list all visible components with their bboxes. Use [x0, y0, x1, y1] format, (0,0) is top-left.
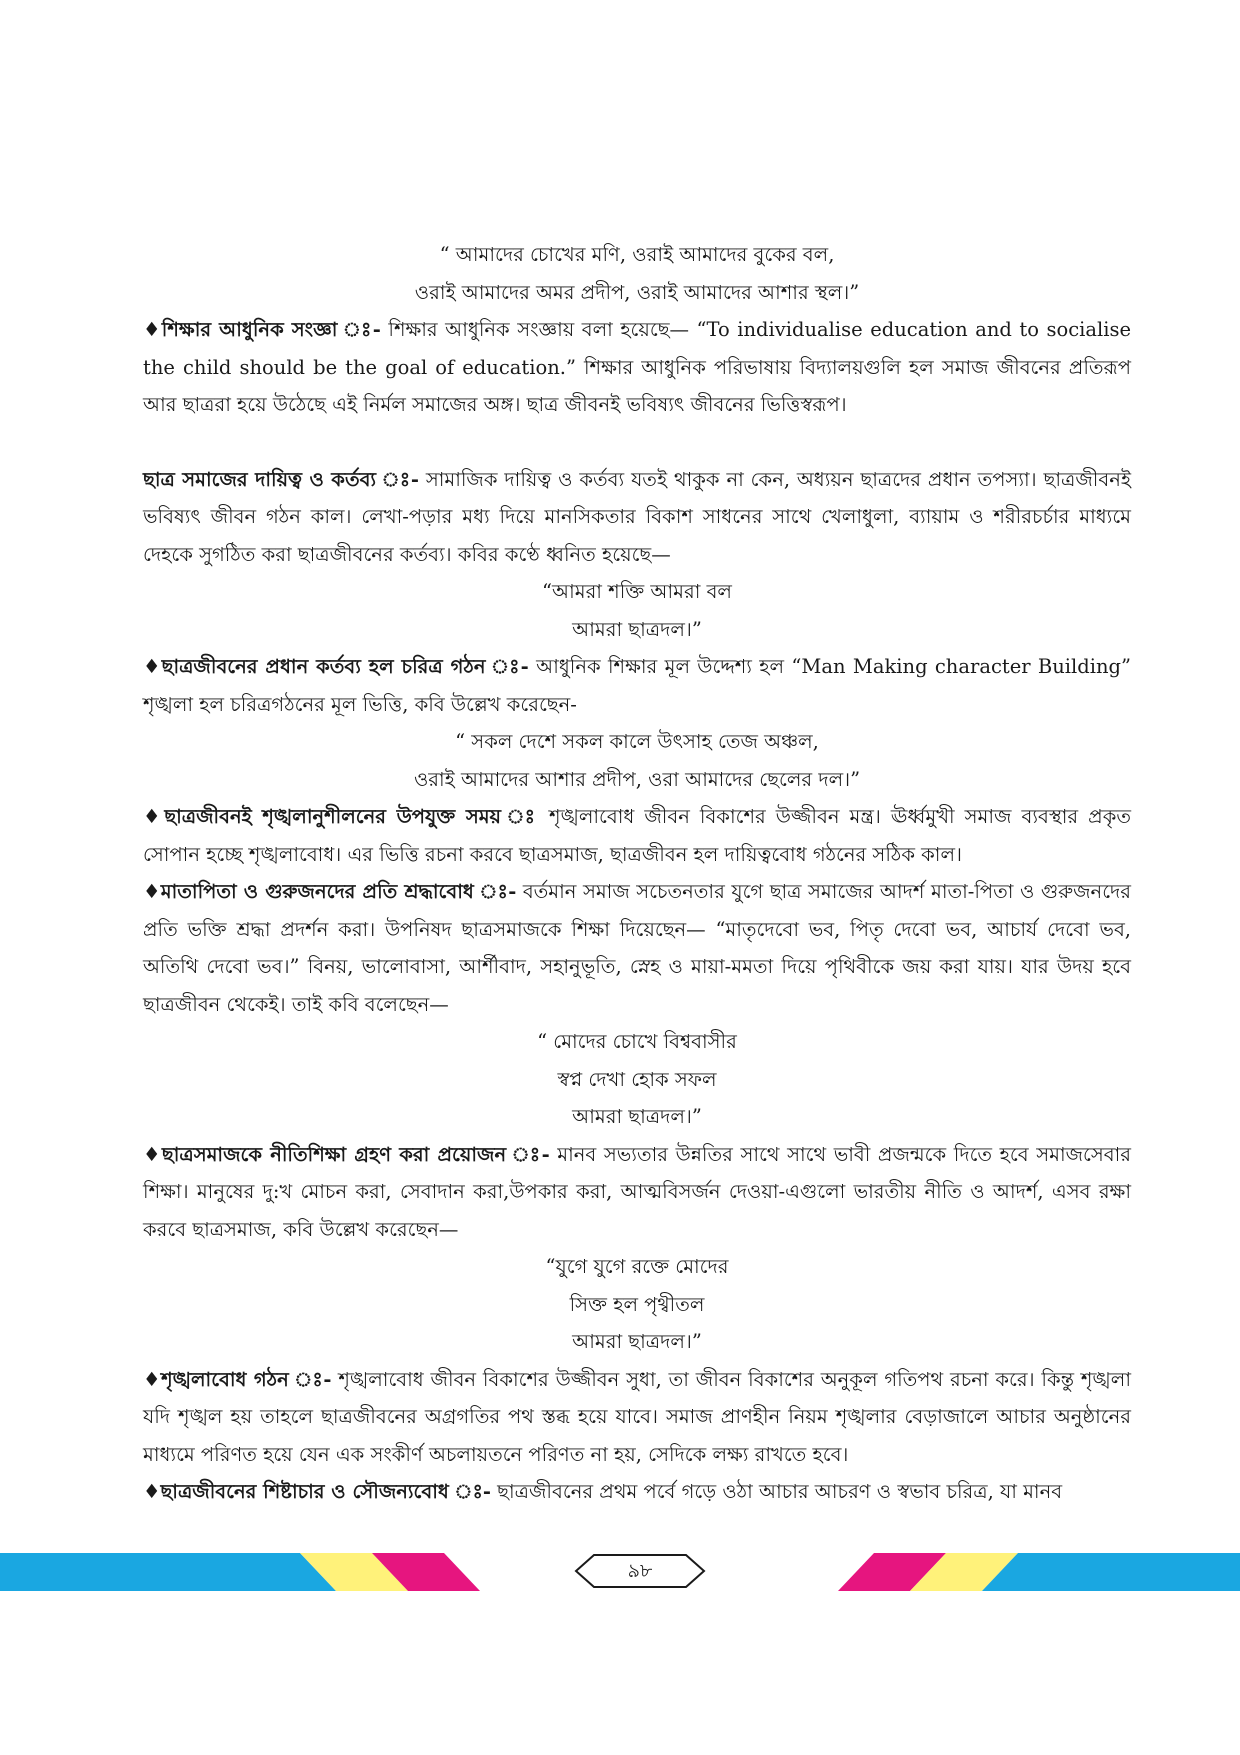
poem-line: “যুগে যুগে রক্তে মোদের [545, 1255, 729, 1278]
poem-4 [143, 1023, 1131, 1136]
section-body: ছাত্রজীবনের প্রথম পর্বে গড়ে ওঠা আচার আচরণ ও স্বভাব চরিত্র, যা মানব [490, 1480, 1063, 1503]
section-student-duties [143, 461, 1131, 574]
poem-line: স্বপ্ন দেখা হোক সফল [557, 1067, 717, 1091]
poem-line: “ সকল দেশে সকল কালে উৎসাহ তেজ অঞ্চল, [455, 730, 819, 753]
section-body: শিক্ষার আধুনিক সংজ্ঞায় বলা হয়েছে— “To individualise education and to socialise the child should be the goal of education.” শিক্ষার আধুনিক পরিভাষায় বিদ্যালয়গুলি হল সমাজ জীবনের প্রতিরূপ আর ছাত্ররা হয়ে উঠেছে এই নির্মল সমাজের অঙ্গ। ছাত্র জীবনই ভবিষ্যৎ জীবনের ভিত্তিস্বরূপ। [143, 318, 1131, 416]
poem-line: ওরাই আমাদের অমর প্রদীপ, ওরাই আমাদের আশার স্থল।” [414, 280, 860, 304]
section-body: সামাজিক দায়িত্ব ও কর্তব্য যতই থাকুক না কেন, অধ্যয়ন ছাত্রদের প্রধান তপস্যা। ছাত্রজীবনই ভবিষ্যৎ জীবন গঠন কাল। লেখা-পড়ার মধ্য দিয়ে মানসিকতার বিকাশ সাধনের সাথে খেলাধুলা, ব্যায়াম ও শরীরচর্চার মাধ্যমে দেহকে সুগঠিত করা ছাত্রজীবনের কর্তব্য। কবির কণ্ঠে ধ্বনিত হয়েছে— [143, 467, 1131, 566]
section-heading: ♦শিক্ষার আধুনিক সংজ্ঞা ঃ- [143, 318, 381, 341]
poem-line: আমরা ছাত্রদল।” [572, 1330, 702, 1353]
section-body: বর্তমান সমাজ সচেতনতার যুগে ছাত্র সমাজের আদর্শ মাতা-পিতা ও গুরুজনদের প্রতি ভক্তি শ্রদ্ধা প্রদর্শন করা। উপনিষদ ছাত্রসমাজকে শিক্ষা দিয়েছেন— “মাতৃদেবো ভব, পিতৃ দেবো ভব, আচার্য দেবো ভব, অতিথি দেবো ভব।” বিনয়, ভালোবাসা, আর্শীবাদ, সহানুভূতি, স্নেহ ও মায়া-মমতা দিয়ে পৃথিবীকে জয় করা যায়। যার উদয় হবে ছাত্রজীবন থেকেই। তাই কবি বলেছেন— [143, 880, 1132, 1016]
section-modern-definition [143, 311, 1131, 424]
poem-line: সিক্ত হল পৃথ্বীতল [569, 1292, 705, 1316]
poem-1 [143, 236, 1131, 311]
section-body: মানব সভ্যতার উন্নতির সাথে সাথে ভাবী প্রজন্মকে দিতে হবে সমাজসেবার শিক্ষা। মানুষের দু:খ মোচন করা, সেবাদান করা,উপকার করা, আত্মবিসর্জন দেওয়া-এগুলো ভারতীয় নীতি ও আদর্শ, এসব রক্ষা করবে ছাত্রসমাজ, কবি উল্লেখ করেছেন— [143, 1142, 1131, 1241]
section-heading: ছাত্র সমাজের দায়িত্ব ও কর্তব্য ঃ- [143, 467, 419, 491]
section-discipline-time [143, 798, 1131, 873]
poem-line: “ মোদের চোখে বিশ্ববাসীর [537, 1030, 737, 1053]
page-number: ৯৮ [627, 1560, 653, 1582]
section-character-building [143, 648, 1131, 723]
section-heading: ♦শৃঙ্খলাবোধ গঠন ঃ- [143, 1367, 332, 1391]
poem-line: “ আমাদের চোখের মণি, ওরাই আমাদের বুকের বল, [439, 243, 835, 266]
footer-cyan-left [0, 1553, 336, 1591]
section-heading: ♦ছাত্রজীবনের প্রধান কর্তব্য হল চরিত্র গঠন ঃ- [143, 655, 529, 678]
section-heading: ♦ছাত্রজীবনের শিষ্টাচার ও সৌজন্যবোধ ঃ- [143, 1480, 491, 1503]
poem-3 [143, 723, 1131, 798]
section-respect-elders [143, 873, 1131, 1023]
poem-5 [143, 1248, 1131, 1361]
poem-2 [143, 573, 1131, 648]
section-body: শৃঙ্খলাবোধ জীবন বিকাশের উজ্জীবন মন্ত্র। ঊর্ধ্বমুখী সমাজ ব্যবস্থার প্রকৃত সোপান হচ্ছে শৃঙ্খলাবোধ। এর ভিত্তি রচনা করবে ছাত্রসমাজ, ছাত্রজীবন হল দায়িত্ববোধ গঠনের সঠিক কাল। [143, 805, 1131, 866]
page-content [143, 236, 1131, 1511]
footer-cyan-right [982, 1553, 1240, 1591]
poem-line: আমরা ছাত্রদল।” [572, 617, 702, 641]
poem-line: ওরাই আমাদের আশার প্রদীপ, ওরা আমাদের ছেলের দল।” [413, 767, 861, 791]
section-discipline-formation [143, 1361, 1131, 1474]
section-body: শৃঙ্খলাবোধ জীবন বিকাশের উজ্জীবন সুধা, তা জীবন বিকাশের অনুকূল গতিপথ রচনা করে। কিন্তু শৃঙ্খলা যদি শৃঙ্খল হয় তাহলে ছাত্রজীবনের অগ্রগতির পথ স্তব্ধ হয়ে যাবে। সমাজ প্রাণহীন নিয়ম শৃঙ্খলার বেড়াজালে আচার অনুষ্ঠানের মাধ্যমে পরিণত হয়ে যেন এক সংকীর্ণ অচলায়তনে পরিণত না হয়, সেদিকে লক্ষ্য রাখতে হবে। [143, 1367, 1131, 1466]
poem-line: আমরা ছাত্রদল।” [572, 1105, 702, 1128]
poem-line: “আমরা শক্তি আমরা বল [542, 580, 732, 603]
section-body: আধুনিক শিক্ষার মূল উদ্দেশ্য হল “Man Making character Building” শৃঙ্খলা হল চরিত্রগঠনের মূল ভিত্তি, কবি উল্লেখ করেছেন- [143, 655, 1131, 716]
section-heading: ♦মাতাপিতা ও গুরুজনদের প্রতি শ্রদ্ধাবোধ ঃ- [143, 880, 517, 903]
section-heading: ♦ছাত্রসমাজকে নীতিশিক্ষা গ্রহণ করা প্রয়োজন ঃ- [143, 1142, 550, 1166]
paragraph-gap [143, 424, 1131, 461]
section-etiquette [143, 1473, 1131, 1511]
section-moral-education [143, 1136, 1131, 1249]
section-heading: ♦ছাত্রজীবনই শৃঙ্খলানুশীলনের উপযুক্ত সময় ঃ [143, 805, 539, 828]
